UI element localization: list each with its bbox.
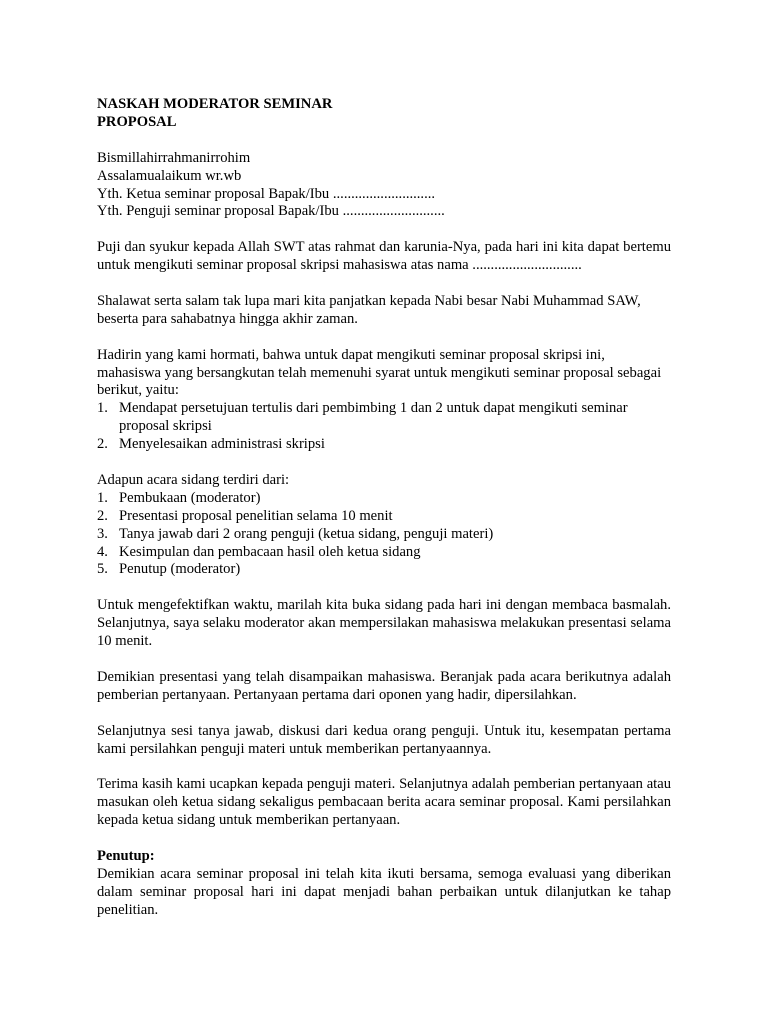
paragraph-shalawat: Shalawat serta salam tak lupa mari kita panjatkan kepada Nabi besar Nabi Muhammad SAW, beserta para sahabatnya hingga akhir zaman. <box>97 292 641 327</box>
list-item <box>97 526 671 544</box>
document-title-line-2: PROPOSAL <box>97 113 177 130</box>
paragraph-selanjutnya: Selanjutnya sesi tanya jawab, diskusi dari kedua orang penguji. Untuk itu, kesempatan pertama kami persilahkan penguji materi untuk memberikan pertanyaannya. <box>97 722 671 757</box>
document-body <box>97 96 671 920</box>
list-item <box>97 490 671 508</box>
list-number: 3. <box>97 525 108 542</box>
list-text: Tanya jawab dari 2 orang penguji (ketua sidang, penguji materi) <box>119 525 494 542</box>
greeting-ketua: Yth. Ketua seminar proposal Bapak/Ibu ............................ <box>97 185 436 202</box>
list-number: 5. <box>97 561 108 578</box>
list-number: 2. <box>97 436 108 453</box>
paragraph-acara-intro: Adapun acara sidang terdiri dari: <box>97 471 290 488</box>
spacer <box>97 705 671 723</box>
spacer <box>97 579 671 597</box>
acara-list <box>97 490 671 580</box>
penutup-heading: Penutup: <box>97 847 155 864</box>
document-title-line-1: NASKAH MODERATOR SEMINAR <box>97 96 333 112</box>
list-text: Pembukaan (moderator) <box>119 489 261 506</box>
list-item <box>97 561 671 579</box>
paragraph-hadirin: Hadirin yang kami hormati, bahwa untuk dapat mengikuti seminar proposal skripsi ini, mahasiswa yang bersangkutan telah memenuhi syarat untuk mengikuti seminar proposal sebagai berikut, yaitu: <box>97 346 662 399</box>
list-text: Menyelesaikan administrasi skripsi <box>119 436 325 453</box>
list-text: Presentasi proposal penelitian selama 10 menit <box>119 507 393 524</box>
spacer <box>97 221 671 239</box>
greeting-block <box>97 150 671 222</box>
list-number: 2. <box>97 507 108 524</box>
spacer <box>97 454 671 472</box>
greeting-bismillah: Bismillahirrahmanirrohim <box>97 149 251 166</box>
paragraph-puji: Puji dan syukur kepada Allah SWT atas rahmat dan karunia-Nya, pada hari ini kita dapat bertemu untuk mengikuti seminar proposal skripsi mahasiswa atas nama .............................. <box>97 239 671 274</box>
list-item <box>97 544 671 562</box>
list-text: Mendapat persetujuan tertulis dari pembimbing 1 dan 2 untuk dapat mengikuti seminar proposal skripsi <box>119 400 628 435</box>
spacer <box>97 758 671 776</box>
list-item <box>97 508 671 526</box>
list-number: 1. <box>97 400 108 417</box>
greeting-penguji: Yth. Penguji seminar proposal Bapak/Ibu ............................ <box>97 203 445 220</box>
list-item <box>97 400 671 436</box>
spacer <box>97 132 671 150</box>
list-text: Penutup (moderator) <box>119 561 241 578</box>
syarat-list <box>97 400 671 454</box>
spacer <box>97 275 671 293</box>
greeting-salam: Assalamualaikum wr.wb <box>97 167 242 184</box>
list-item <box>97 436 671 454</box>
paragraph-efektif: Untuk mengefektifkan waktu, marilah kita buka sidang pada hari ini dengan membaca basmalah. Selanjutnya, saya selaku moderator akan mempersilakan mahasiswa melakukan presentasi selama 10 menit. <box>97 597 671 650</box>
paragraph-penutup: Demikian acara seminar proposal ini telah kita ikuti bersama, semoga evaluasi yang diberikan dalam seminar proposal hari ini dapat menjadi bahan perbaikan untuk dilanjutkan ke tahap penelitian. <box>97 865 671 918</box>
list-number: 1. <box>97 489 108 506</box>
spacer <box>97 651 671 669</box>
list-number: 4. <box>97 543 108 560</box>
list-text: Kesimpulan dan pembacaan hasil oleh ketua sidang <box>119 543 421 560</box>
spacer <box>97 329 671 347</box>
spacer <box>97 830 671 848</box>
paragraph-terima-kasih: Terima kasih kami ucapkan kepada penguji materi. Selanjutnya adalah pemberian pertanyaan atau masukan oleh ketua sidang sekaligus pembacaan berita acara seminar proposal. Kami persilahkan kepada ketua sidang untuk memberikan pertanyaan. <box>97 776 671 829</box>
paragraph-demikian: Demikian presentasi yang telah disampaikan mahasiswa. Beranjak pada acara berikutnya adalah pemberian pertanyaan. Pertanyaan pertama dari oponen yang hadir, dipersilahkan. <box>97 668 671 703</box>
